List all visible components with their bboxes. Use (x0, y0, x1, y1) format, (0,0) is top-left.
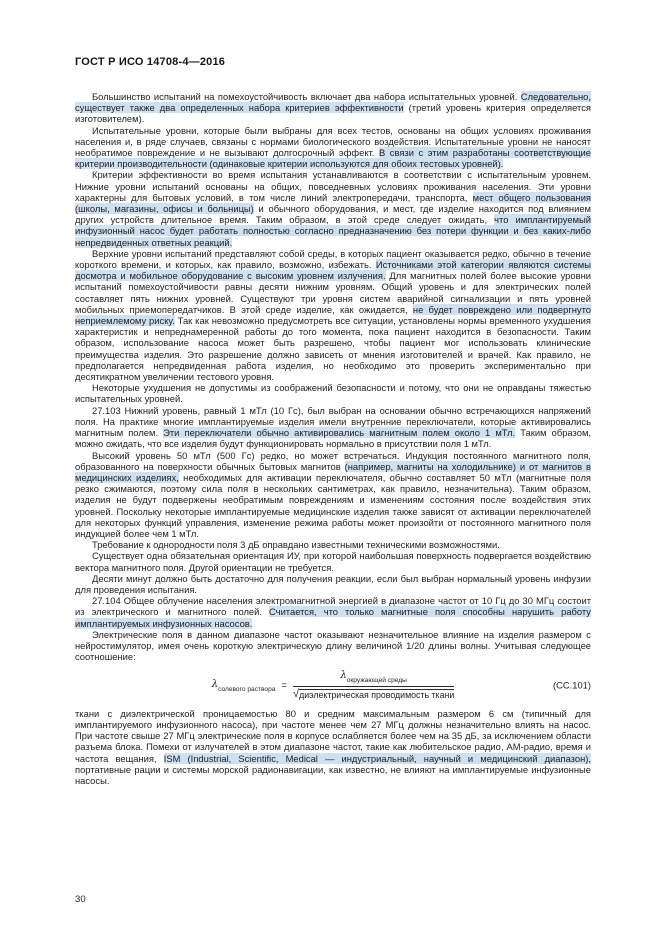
radical-sign: √ (293, 688, 300, 701)
paragraph (75, 539, 591, 550)
equation-number: (СС.101) (552, 679, 591, 691)
text-segment: Верхние уровни испытаний представляют собой среды, в которых пациент оказывается редко, обычно в течение короткого времени, и которых, как правило, возможно, избежать. (75, 247, 591, 271)
text-segment: Таким образом, можно ожидать, что все изделия будут функционировать нормально в присутствии поля 1 мТл. (75, 427, 592, 450)
paragraph (75, 629, 591, 663)
formula-denominator (293, 687, 454, 702)
text-segment: портативные рации и системы морской радионавигации, как известно, не влияют на имплантируемые инфузионные насосы. (75, 763, 591, 787)
paragraph (75, 550, 591, 572)
formula-lhs-lambda: λ (211, 679, 219, 691)
formula-lhs-subscript: солевого раствора (218, 686, 276, 694)
text-segment: Большинство испытаний на помехоустойчивость включает два набора испытательных уровней. (92, 91, 521, 102)
text-segment: (третий уровень критерия определяется изготовителем). (75, 102, 591, 125)
text-segment: 27.104 Общее облучение населения электромагнитной энергией в диапазоне частот от 10 Гц до 30 МГц состоит из электрического и магнитного полей. (75, 595, 591, 618)
formula-numerator-subscript: окружающей среды (346, 677, 407, 685)
page-number: 30 (75, 894, 86, 905)
formula (212, 670, 454, 701)
formula-equals-sign: = (281, 679, 288, 691)
paragraph (75, 708, 591, 786)
highlighted-text: (например, магниты на холодильнике) и от магнитов в медицинских изделиях, (75, 460, 591, 483)
paragraphs-top (75, 91, 591, 662)
paragraph (75, 405, 591, 450)
text-segment: необходимых для активации переключателя, обычно составляет 50 мТл (магнитные поля резко сжимаются, поэтому сила поля в нескольких сантиметрах, как правило, незначительна). Таким образом, изделия не будут подвержены необратимым повреждениям и изменениям состояния после воздействия этих уровней. Поскольку некоторые имплантируемые медицинские изделия также зависят от активации переключателей для некоторых функций управления, изменение режима работы может произойти от постоянного магнитного поля индукцией более чем 1 мТл. (75, 471, 591, 539)
text-segment: 27.103 Нижний уровень, равный 1 мТл (10 Гс), был выбран на основании обычно встречающихся напряжений поля. На практике многие имплантируемые изделия имели внутренние переключатели, которые активировались магнитным полем. (75, 404, 591, 439)
highlighted-text: Следовательно, существует также два определенных набора критериев эффективности (75, 91, 591, 114)
highlighted-text: не будет повреждено или подвергнуто неприемлемому риску. (75, 303, 592, 327)
text-segment: Для магнитных полей более высокие уровни испытаний помехоустойчивости равны десяти нижним уровням. Общий уровень и для электрических полей составляет пять нижних уровней. Существуют три уровня систем аварийной сигнализации и пять уровней мобильных приемопередатчиков. В этой среде изделие, как ожидается, (75, 270, 591, 315)
paragraph (75, 450, 591, 540)
text-segment: Так как невозможно предусмотреть все ситуации, установлены нормы временного ухудшения характеристик и непреднамеренной работы до того момента, пока пациент находится в безопасности. Таким образом, использование насоса может быть разрешено, чтобы пациент мог использовать клинические преимущества изделия. Это разрешение должно зависеть от мнения изготовителей и врачей. Как правило, не предполагается непредвиденная работа изделия, но необходимо это проверить экспериментально при десятикратном увеличении тестового уровня. (75, 315, 591, 383)
formula-numerator-lambda: λ (340, 670, 347, 682)
highlighted-text: мест общего пользования (школы, магазины, офисы и больницы) (75, 191, 592, 215)
paragraph (75, 595, 591, 629)
paragraph (75, 169, 591, 247)
text-segment: Испытательные уровни, которые были выбраны для всех тестов, основаны на общих условиях проживания населения и, в ряде случаев, связаны с нормами биологического воздействия. Испытательные уровни не наносят необратимое повреждение и не вызывают долгосрочный эффект. (75, 124, 591, 159)
highlighted-text: Эти переключатели обычно активировались магнитным полем около 1 мТл. (163, 427, 516, 439)
text-segment: Электрические поля в данном диапазоне частот оказывают незначительное влияние на изделия размером с нейростимулятор, имея очень короткую электрическую длину величиной 1/20 длины волны. Учитывая следующее соотношение: (75, 628, 591, 663)
text-segment: Существует одна обязательная ориентация ИУ, при которой наибольшая поверхность подвергается воздействию вектора магнитного поля. Другой ориентации не требуется. (75, 550, 591, 573)
formula-numerator (293, 670, 454, 686)
highlighted-text: В связи с этим разработаны соответствующие критерии производительности (одинаковые критерии используются для обоих тестовых уровней). (75, 147, 591, 170)
formula-block (75, 662, 591, 707)
paragraph (75, 91, 591, 125)
text-segment: Критерии эффективности во время испытания устанавливаются в соответствии с испытательным уровнем. Нижние уровни испытаний основаны на общих, повседневных условиях проживания населения. Эти уровни характерны для бытовых условий, в том числе линий электропередачи, транспорта, (75, 169, 591, 203)
text-segment: Требование к однородности поля 3 дБ оправдано известными техническими возможностями. (92, 539, 500, 551)
highlighted-text: Считается, что только магнитные поля способны нарушить работу имплантируемых инфузионных насосов. (75, 606, 591, 629)
document-body (75, 91, 591, 786)
paragraphs-bottom (75, 708, 591, 786)
formula-radicand: диэлектрическая проводимость ткани (299, 690, 455, 701)
text-segment: ткани с диэлектрической проницаемостью 80 и средним максимальным размером 6 см (типичный для имплантируемого инфузионного насоса), при частоте менее чем 27 МГц должны незначительно влиять на насос. При частоте свыше 27 МГц электрические поля в корпусе ослабляется более чем на 35 дБ, за исключением области разъема блока. Помехи от излучателей в этом диапазоне частот, такие как любительское радио, АМ-радио, время и частота вещания, (75, 707, 591, 764)
highlighted-text: ISM (Industrial, Scientific, Medical — индустриальный, научный и медицинский диапазон), (163, 752, 591, 764)
text-segment: Десяти минут должно быть достаточно для получения реакции, если был выбран нормальный уровень инфузии для проведения испытания. (75, 572, 591, 595)
text-segment: и обычного оборудования, и мест, где изделие находится под влиянием других устройств длительное время. Таким образом, в этой среде следует ожидать, (75, 203, 591, 226)
document-header: ГОСТ Р ИСО 14708-4—2016 (75, 56, 226, 68)
highlighted-text: Источниками этой категории являются системы досмотра и мобильное оборудование с высоким уровнем излучения. (75, 259, 591, 282)
formula-fraction (293, 670, 454, 701)
text-segment: Высокий уровень 50 мТл (500 Гс) редко, но может встречаться. Индукция постоянного магнитного поля, образованного на поверхности обычных бытовых магнитов (75, 449, 591, 472)
paragraph (75, 573, 591, 595)
paragraph (75, 125, 591, 170)
highlighted-text: что имплантируемый инфузионный насос будет работать полностью согласно предназначению без потери функции и без каких-либо непредвиденных ответных реакций. (75, 214, 591, 248)
text-segment: Некоторые ухудшения не допустимы из соображений безопасности и потому, что они не оправданы тяжестью испытательных уровней. (75, 382, 591, 405)
paragraph (75, 248, 591, 382)
paragraph (75, 382, 591, 404)
